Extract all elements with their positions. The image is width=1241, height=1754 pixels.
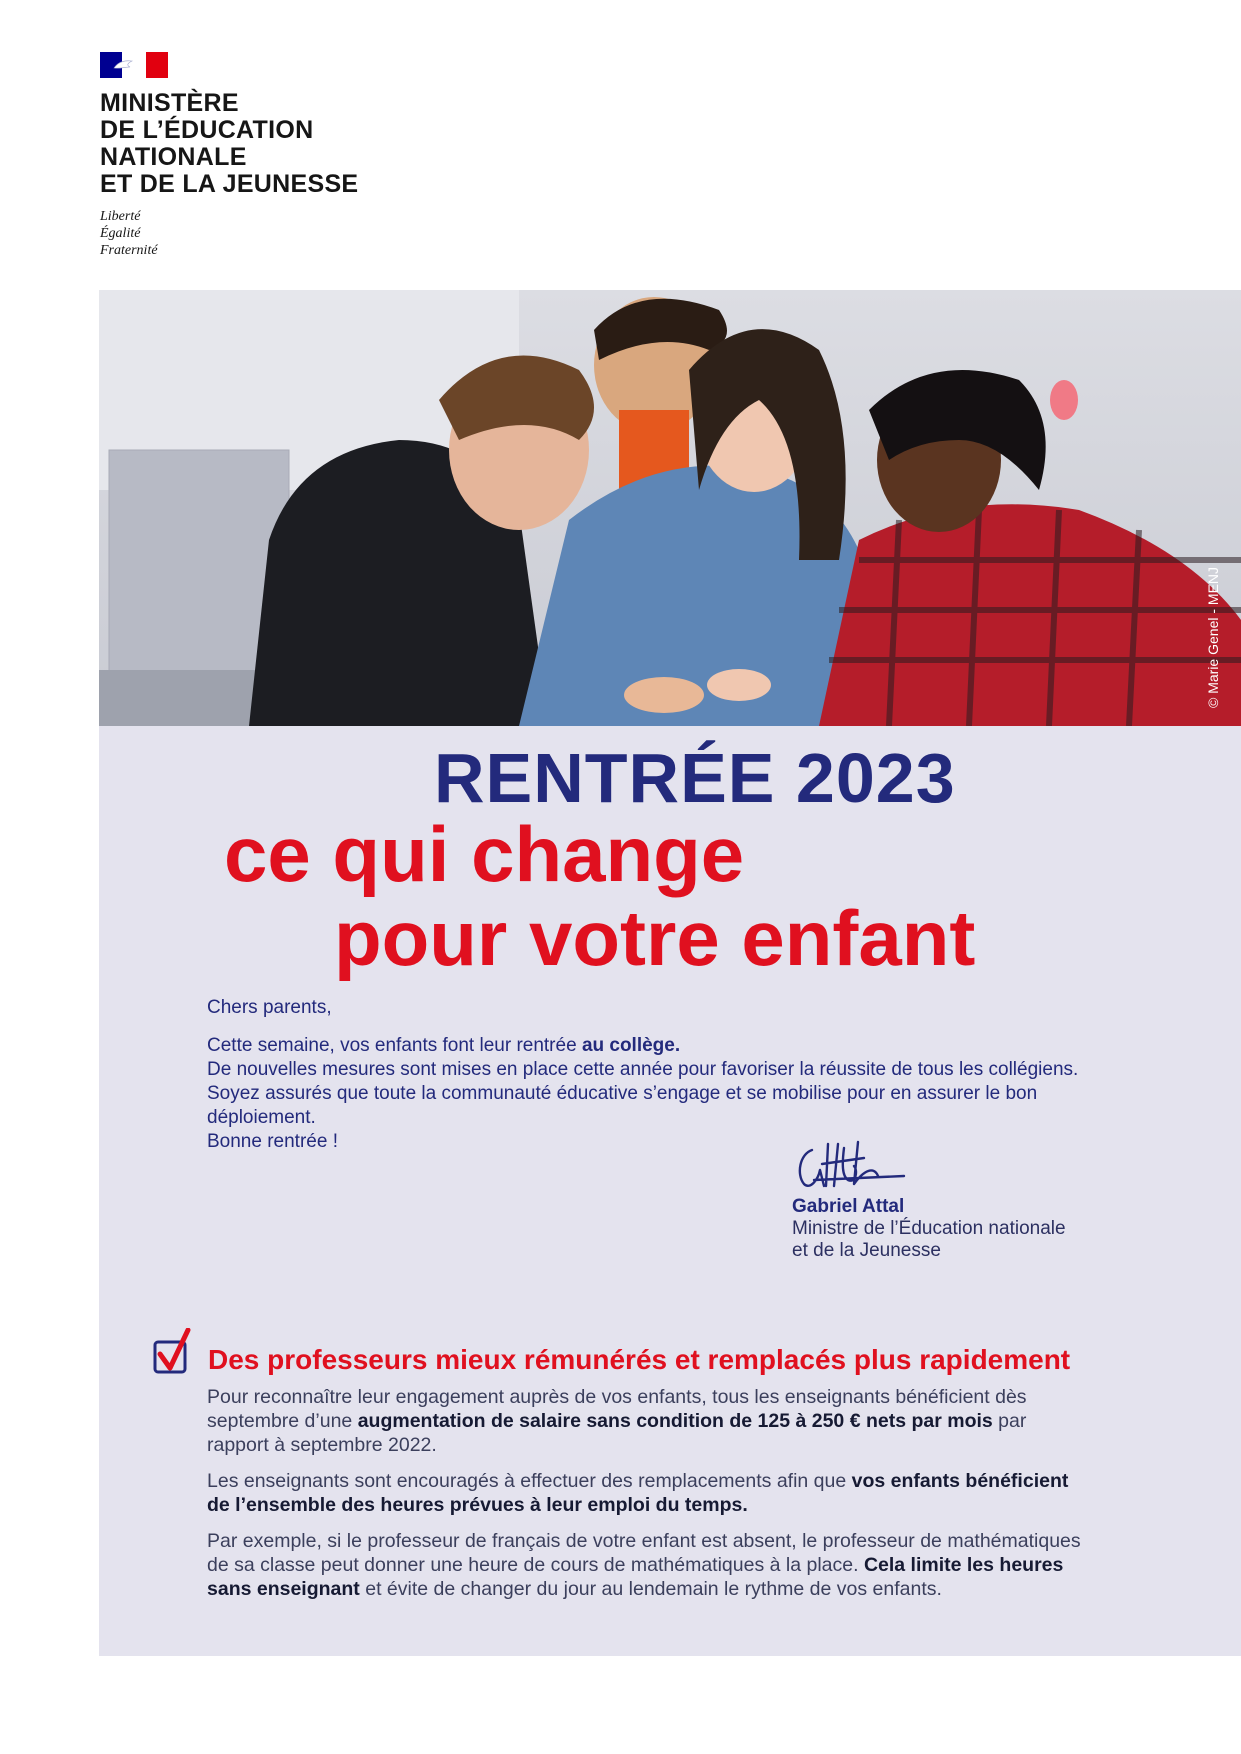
motto-line: Liberté bbox=[100, 209, 141, 224]
signatory-name: Gabriel Attal bbox=[792, 1196, 905, 1217]
section-text: Par exemple, si le professeur de français de votre enfant est absent, le professeur de mathématiques de sa classe peut donner une heure de cours de mathématiques à la place. bbox=[207, 1530, 1081, 1576]
ministry-line: MINISTÈRE bbox=[100, 89, 239, 117]
section-title: Des professeurs mieux rémunérés et remplacés plus rapidement bbox=[208, 1344, 1071, 1375]
motto-line: Fraternité bbox=[100, 243, 158, 258]
handwritten-signature bbox=[794, 1140, 914, 1192]
title-line-2: pour votre enfant bbox=[334, 894, 976, 982]
section-text: et évite de changer du jour au lendemain le rythme de vos enfants. bbox=[359, 1578, 942, 1600]
letter-emphasis: au collège. bbox=[581, 1035, 681, 1056]
letter-paragraph bbox=[207, 1034, 1087, 1058]
section-text: Les enseignants sont encouragés à effectuer des remplacements afin que bbox=[207, 1470, 852, 1492]
section-body bbox=[207, 1385, 1087, 1613]
checkbox-tick-icon bbox=[152, 1328, 196, 1378]
section-paragraph bbox=[207, 1529, 1087, 1601]
section-text: par rapport à septembre 2022. bbox=[207, 1410, 1027, 1456]
photo-credit-text: © Marie Genel - MENJ bbox=[1205, 566, 1221, 708]
letter-paragraph: Soyez assurés que toute la communauté éducative s’engage et se mobilise pour en assurer le bon déploiement. bbox=[207, 1083, 1038, 1128]
ministry-line: NATIONALE bbox=[100, 143, 247, 171]
title-rentree: RENTRÉE 2023 bbox=[434, 739, 956, 817]
letter-paragraph: Bonne rentrée ! bbox=[207, 1131, 338, 1152]
signatory-role: et de la Jeunesse bbox=[792, 1240, 941, 1261]
letter-text: Cette semaine, vos enfants font leur rentrée bbox=[207, 1035, 582, 1056]
photo-credit bbox=[1205, 548, 1225, 708]
section-emphasis: vos enfants bénéficient de l’ensemble des heures prévues à leur emploi du temps. bbox=[207, 1470, 1069, 1516]
section-emphasis: augmentation de salaire sans condition de 125 à 250 € nets par mois bbox=[357, 1410, 993, 1432]
students-photo bbox=[99, 290, 1241, 726]
signatory-role: Ministre de l’Éducation nationale bbox=[792, 1218, 1066, 1239]
section-paragraph bbox=[207, 1469, 1087, 1517]
letter-greeting: Chers parents, bbox=[207, 997, 332, 1018]
signature-block bbox=[792, 1140, 1122, 1262]
section-emphasis: Cela limite les heures sans enseignant bbox=[207, 1554, 1064, 1600]
republic-motto bbox=[100, 208, 358, 259]
letter-paragraph: De nouvelles mesures sont mises en place cette année pour favoriser la réussite de tous les collégiens. bbox=[207, 1059, 1079, 1080]
section-paragraph bbox=[207, 1385, 1087, 1457]
ministry-name bbox=[100, 90, 358, 198]
ministry-logo bbox=[100, 52, 358, 259]
motto-line: Égalité bbox=[100, 226, 141, 241]
title-line-1: ce qui change bbox=[224, 810, 745, 898]
ministry-line: ET DE LA JEUNESSE bbox=[100, 170, 359, 198]
marianne-flag-icon bbox=[100, 52, 168, 78]
ministry-line: DE L’ÉDUCATION bbox=[100, 116, 314, 144]
section-text: Pour reconnaître leur engagement auprès de vos enfants, tous les enseignants bénéficient dès septembre d’une bbox=[207, 1386, 1027, 1432]
parent-letter bbox=[207, 996, 1087, 1154]
